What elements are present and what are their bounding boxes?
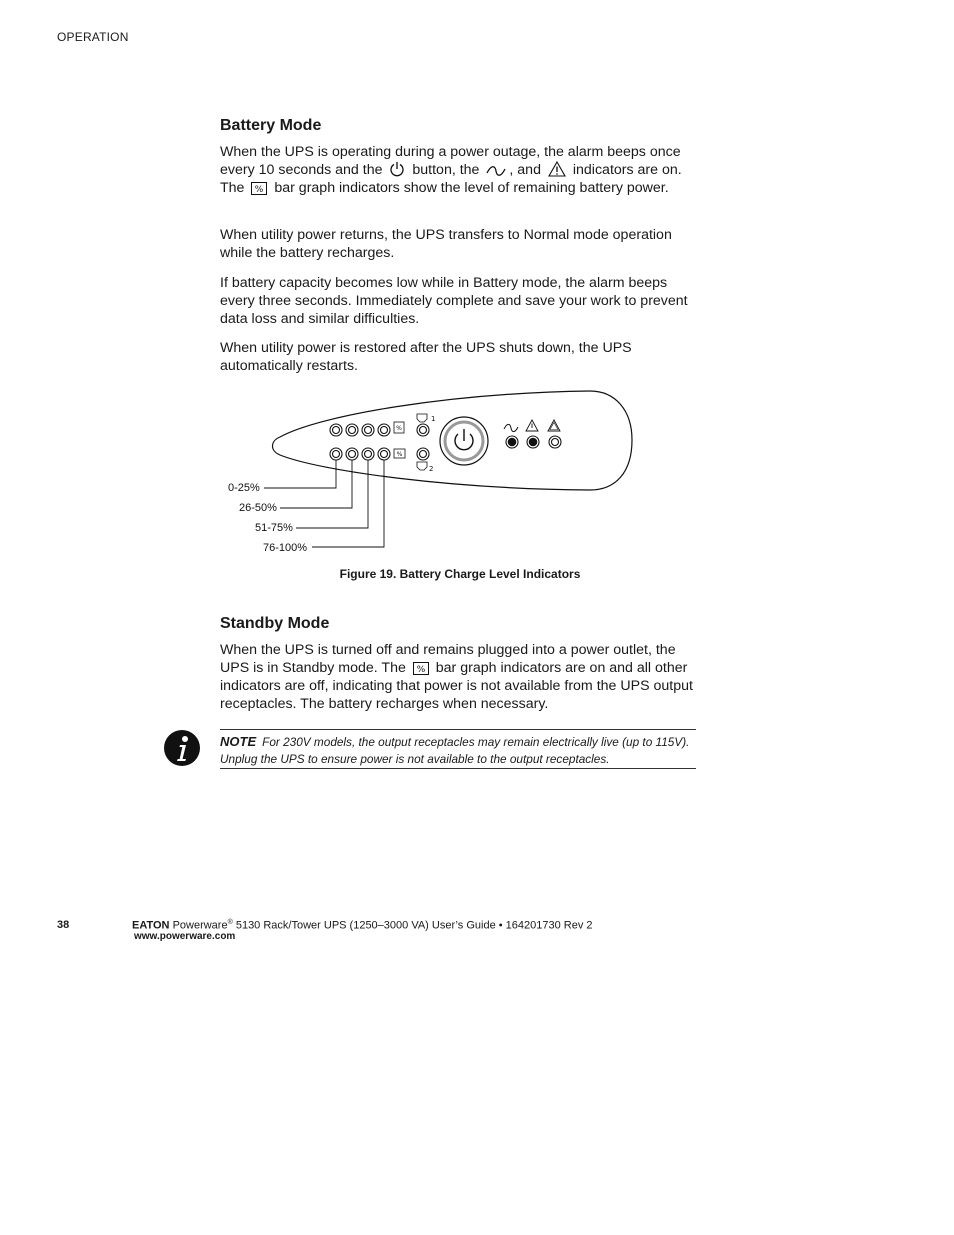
battery-mode-paragraph-3: If battery capacity becomes low while in Battery mode, the alarm beeps every three seconds. Immediately complete and save your work to prevent data loss and similar difficulties.: [220, 275, 688, 327]
figure-caption: Figure 19. Battery Charge Level Indicators: [339, 567, 581, 581]
note-text: [220, 734, 696, 767]
sine-wave-icon: [486, 165, 506, 177]
text-run: button, the: [412, 162, 480, 178]
note-box: [220, 729, 696, 769]
charge-label-76-100: 76-100%: [263, 542, 308, 554]
outlet-segment-icon: [417, 414, 427, 470]
warning-icon: [548, 161, 566, 177]
standby-mode-paragraph: [220, 641, 700, 713]
power-button-graphic: [440, 417, 488, 465]
battery-percent-icon: [251, 182, 267, 195]
footer-title: [132, 919, 593, 932]
battery-mode-paragraph-2: When utility power returns, the UPS transfers to Normal mode operation while the battery recharges.: [220, 227, 672, 261]
page-number: 38: [57, 919, 70, 931]
sine-wave-icon: [504, 424, 518, 431]
text-run: indicators are on. The: [220, 162, 682, 196]
charge-label-26-50: 26-50%: [239, 502, 277, 514]
registered-mark: ®: [227, 919, 233, 926]
text-run: When the UPS is turned off and remains plugged into a power outlet, the UPS is in Standby mode. The: [220, 642, 676, 676]
battery-mode-heading: Battery Mode: [220, 117, 322, 134]
text-run: bar graph indicators are on and all other indicators are off, indicating that power is not available from the UPS output receptacles. The battery recharges when necessary.: [220, 660, 693, 712]
bottom-bar-graph-leds: [330, 448, 390, 460]
info-icon: [163, 729, 201, 767]
footer-url: www.powerware.com: [134, 931, 236, 942]
svg-text:%: %: [416, 665, 426, 675]
section-header: OPERATION: [57, 30, 129, 44]
footer-product: Powerware: [172, 919, 228, 932]
status-leds: [506, 436, 561, 448]
top-bar-graph-leds: [330, 424, 390, 436]
svg-text:%: %: [396, 451, 403, 458]
segment-1-label: 1: [431, 415, 436, 423]
text-run: , and: [509, 162, 541, 178]
standby-mode-heading: Standby Mode: [220, 615, 330, 632]
footer-brand: EATON: [132, 919, 170, 932]
text-run: When the UPS is operating during a power outage, the alarm beeps once every 10 seconds and the: [220, 144, 681, 178]
power-icon: [389, 161, 405, 177]
segment-2-label: 2: [429, 465, 434, 473]
note-label: NOTE: [220, 734, 257, 749]
battery-mode-paragraph-1: [220, 143, 700, 197]
footer-rest: 5130 Rack/Tower UPS (1250–3000 VA) User’s Guide • 164201730 Rev 2: [235, 919, 593, 932]
svg-text:%: %: [396, 425, 402, 432]
text-run: bar graph indicators show the level of remaining battery power.: [274, 180, 669, 196]
note-body: For 230V models, the output receptacles may remain electrically live (up to 115V). Unplug the UPS to ensure power is not available to the output receptacles.: [220, 735, 690, 766]
battery-mode-paragraph-4: When utility power is restored after the UPS shuts down, the UPS automatically restarts.: [220, 340, 632, 374]
charge-label-51-75: 51-75%: [255, 522, 293, 534]
front-panel-outline: [273, 391, 633, 490]
battery-charge-figure: [220, 385, 640, 555]
svg-text:%: %: [255, 185, 264, 195]
charge-label-0-25: 0-25%: [228, 482, 260, 494]
battery-percent-icon: [413, 662, 429, 675]
segment-leds: [417, 424, 429, 460]
